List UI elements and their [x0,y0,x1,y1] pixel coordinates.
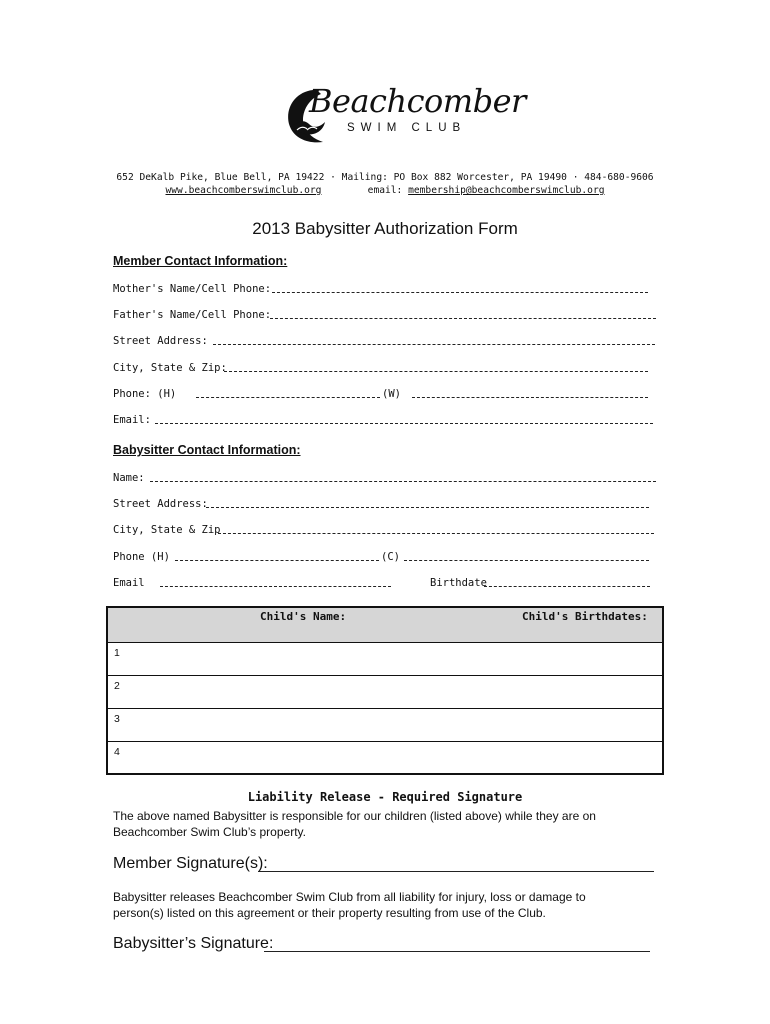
babysitter-name-field[interactable] [150,481,656,482]
mother-field[interactable] [272,292,648,293]
babysitter-phone-label: Phone (H) [113,551,170,563]
address-line: 652 DeKalb Pike, Blue Bell, PA 19422 · Mailing: PO Box 882 Worcester, PA 19490 · 484-680-9606 [116,172,654,183]
babysitter-city-label: City, State & Zip [113,524,221,536]
babysitter-name-label: Name: [113,472,145,484]
child-name-column-header: Child's Name: [260,610,347,623]
mother-label: Mother's Name/Cell Phone: [113,283,272,295]
member-street-label: Street Address: [113,335,208,347]
release-paragraph-line-1: The above named Babysitter is responsible for our children (listed above) while they are on [113,809,596,823]
table-row[interactable] [108,742,662,775]
club-logo [283,82,526,148]
member-city-label: City, State & Zip: [113,362,227,374]
children-table [106,606,664,775]
father-label: Father's Name/Cell Phone: [113,309,272,321]
member-email-label: Email: [113,414,151,426]
email-link[interactable]: membership@beachcomberswimclub.org [408,185,605,196]
babysitter-phone-cell-field[interactable] [404,560,649,561]
table-row[interactable] [108,709,662,742]
form-title: 2013 Babysitter Authorization Form [252,219,518,238]
member-phone-work-label: (W) [382,388,401,400]
email-label: email: [367,185,403,196]
babysitter-phone-cell-label: (C) [381,551,400,563]
table-row[interactable] [108,676,662,709]
release-paragraph-line-2: Beachcomber Swim Club’s property. [113,825,306,839]
website-link[interactable]: www.beachcomberswimclub.org [165,185,322,196]
children-table-header [108,608,662,643]
babysitter-signature-field[interactable] [264,951,650,952]
member-phone-label: Phone: (H) [113,388,177,400]
birthdate-label: Birthdate [430,577,487,589]
logo-title: Beachcomber [309,82,526,120]
babysitter-section-heading: Babysitter Contact Information: [113,443,301,457]
babysitter-phone-home-field[interactable] [175,560,379,561]
member-signature-label: Member Signature(s): [113,855,268,872]
member-section-heading: Member Contact Information: [113,254,288,268]
row-number: 3 [114,713,120,725]
row-number: 1 [114,647,120,659]
member-city-field[interactable] [224,371,648,372]
babysitter-email-label: Email [113,577,145,589]
contact-line [0,185,770,196]
babysitter-street-field[interactable] [206,507,649,508]
member-email-field[interactable] [155,423,653,424]
logo-subtitle: SWIM CLUB [347,122,467,134]
liability-release-title: Liability Release - Required Signature [247,790,523,804]
row-number: 4 [114,746,120,758]
babysitter-street-label: Street Address: [113,498,208,510]
babysitter-signature-label: Babysitter’s Signature: [113,935,274,952]
member-signature-field[interactable] [258,871,654,872]
babysitter-city-field[interactable] [218,533,654,534]
member-phone-work-field[interactable] [412,397,648,398]
row-number: 2 [114,680,120,692]
table-row[interactable] [108,643,662,676]
member-street-field[interactable] [213,344,655,345]
member-phone-home-field[interactable] [196,397,380,398]
babysitter-release-line-2: person(s) listed on this agreement or their property resulting from use of the Club. [113,906,546,920]
birthdate-field[interactable] [484,586,650,587]
child-birthdate-column-header: Child's Birthdates: [522,610,648,623]
babysitter-email-field[interactable] [160,586,391,587]
babysitter-release-line-1: Babysitter releases Beachcomber Swim Club from all liability for injury, loss or damage to [113,890,586,904]
father-field[interactable] [270,318,656,319]
